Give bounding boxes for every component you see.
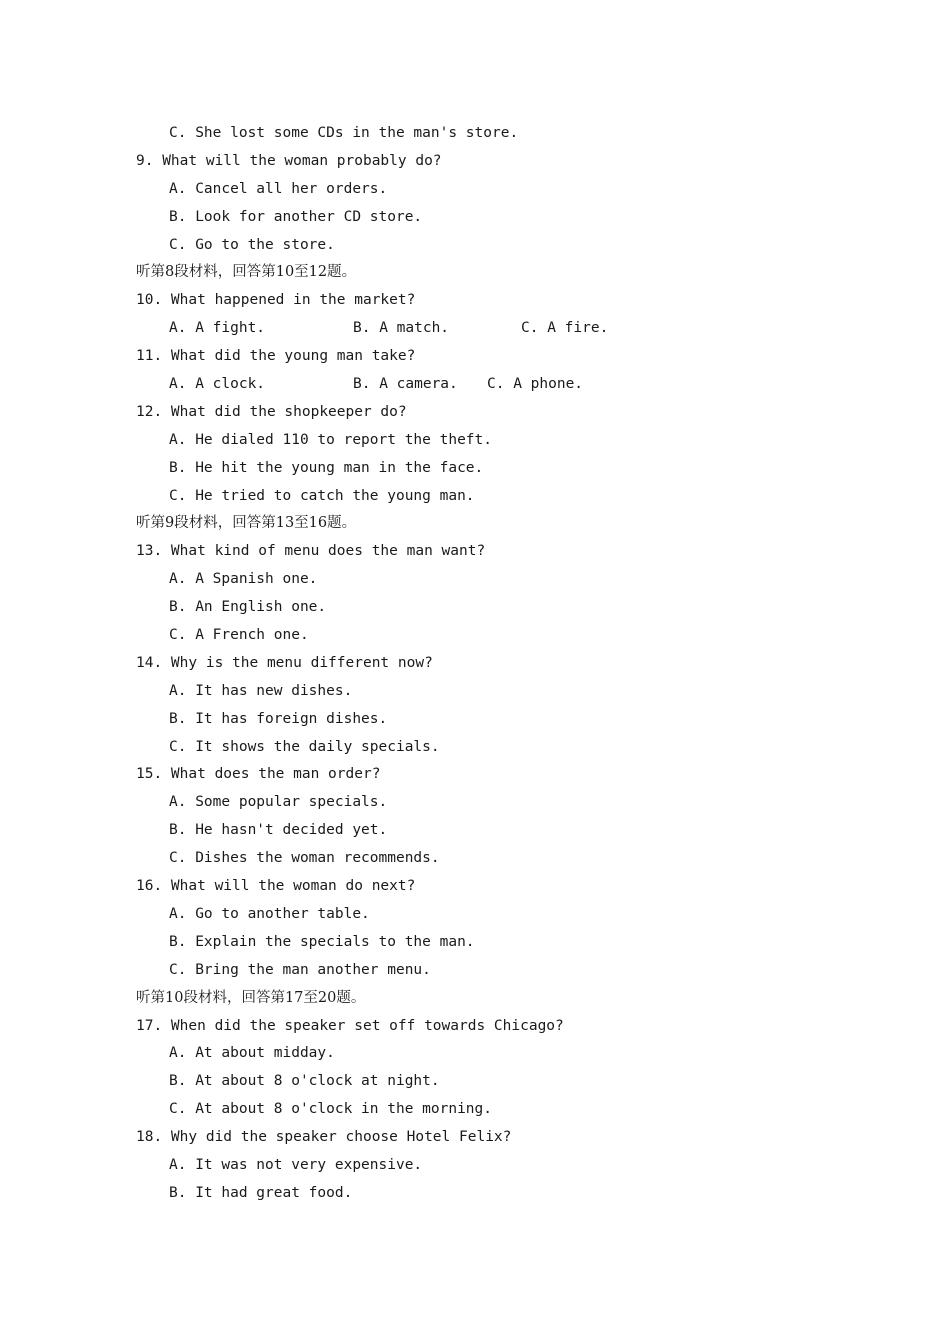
q18-option-b: B. It had great food. [169, 1184, 353, 1201]
q13-option-b: B. An English one. [169, 599, 327, 616]
q10-options [136, 315, 896, 343]
q10-option-b: B. A match. [353, 320, 450, 337]
q17-option-a: A. At about midday. [169, 1045, 335, 1062]
q12-option-c: C. He tried to catch the young man. [169, 487, 475, 504]
q8-option-c: C. She lost some CDs in the man's store. [169, 125, 519, 141]
q15-option-b: B. He hasn't decided yet. [169, 822, 388, 839]
q15-option-c: C. Dishes the woman recommends. [169, 850, 440, 867]
q11-options [136, 371, 896, 399]
q11-option-b: B. A camera. [353, 376, 458, 393]
q14-option-b: B. It has foreign dishes. [169, 710, 388, 727]
q13-option-c: C. A French one. [169, 627, 309, 644]
question-11: 11. What did the young man take? [136, 348, 416, 365]
section-header-8: 听第8段材料，回答第10至12题。 [136, 264, 357, 281]
q14-option-c: C. It shows the daily specials. [169, 738, 440, 755]
q12-option-a: A. He dialed 110 to report the theft. [169, 431, 493, 448]
question-17: 17. When did the speaker set off towards Chicago? [136, 1017, 564, 1034]
question-13: 13. What kind of menu does the man want? [136, 543, 486, 560]
q10-option-a: A. A fight. [169, 320, 266, 337]
q9-option-b: B. Look for another CD store. [169, 208, 423, 225]
q13-option-a: A. A Spanish one. [169, 571, 318, 588]
question-18: 18. Why did the speaker choose Hotel Felix? [136, 1129, 512, 1146]
section-header-10: 听第10段材料，回答第17至20题。 [136, 989, 366, 1006]
q18-option-a: A. It was not very expensive. [169, 1156, 423, 1173]
q12-option-b: B. He hit the young man in the face. [169, 459, 484, 476]
q14-option-a: A. It has new dishes. [169, 682, 353, 699]
q11-option-a: A. A clock. [169, 376, 266, 393]
q16-option-a: A. Go to another table. [169, 905, 370, 922]
question-15: 15. What does the man order? [136, 766, 381, 783]
question-9: 9. What will the woman probably do? [136, 152, 442, 169]
q9-option-a: A. Cancel all her orders. [169, 180, 388, 197]
q16-option-c: C. Bring the man another menu. [169, 961, 431, 978]
question-10: 10. What happened in the market? [136, 292, 416, 309]
q15-option-a: A. Some popular specials. [169, 794, 388, 811]
section-header-9: 听第9段材料，回答第13至16题。 [136, 515, 357, 532]
q10-option-c: C. A fire. [521, 320, 609, 337]
q17-option-b: B. At about 8 o'clock at night. [169, 1073, 440, 1090]
q11-option-c: C. A phone. [487, 376, 584, 393]
question-12: 12. What did the shopkeeper do? [136, 403, 407, 420]
q17-option-c: C. At about 8 o'clock in the morning. [169, 1101, 493, 1118]
q16-option-b: B. Explain the specials to the man. [169, 933, 475, 950]
question-16: 16. What will the woman do next? [136, 878, 416, 895]
question-14: 14. Why is the menu different now? [136, 654, 433, 671]
question-list [136, 120, 896, 1208]
q9-option-c: C. Go to the store. [169, 236, 335, 253]
